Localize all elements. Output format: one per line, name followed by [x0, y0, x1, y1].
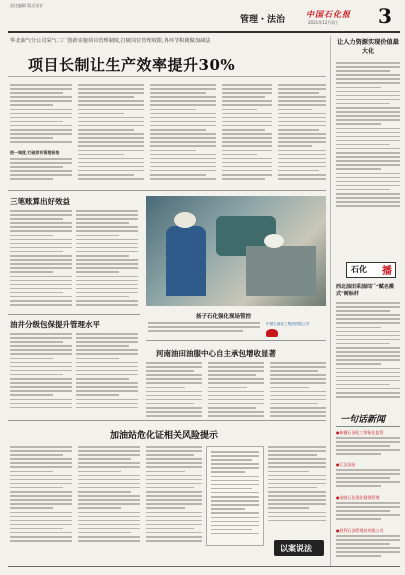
right-column-body: [336, 62, 400, 212]
article-body: [76, 210, 138, 310]
lead-headline: 项目长制让生产效率提升30%: [28, 56, 236, 74]
shihua-bo-logo: [346, 262, 396, 278]
right-column-headline: 让人力资源实现价值最大化: [337, 39, 399, 55]
right-column-body-2: [336, 302, 400, 402]
lead-body-col-2: [78, 84, 144, 184]
article-headline: 加油站危化证相关风险提示: [110, 431, 219, 441]
footer-rule: [8, 566, 400, 567]
lead-bottom-rule: [8, 190, 326, 191]
center-rule: [146, 340, 326, 341]
lead-body-col-3: [150, 84, 216, 184]
article-body: [76, 333, 138, 413]
photo-watermark: 中国石油化工集团有限公司: [266, 322, 310, 326]
right-column-divider: [330, 36, 331, 566]
lead-body-col-1: [10, 84, 72, 146]
photo-workers-at-valve: [146, 196, 326, 306]
article-body: [10, 210, 72, 310]
brief-item: ●胜利石油管理局有限公司: [336, 528, 384, 533]
lead-body-col-4: [222, 84, 272, 184]
brief-item: ●江汉油田: [336, 462, 356, 467]
article-body: [146, 446, 202, 546]
column-box-case: [274, 540, 324, 556]
article-body: [10, 446, 72, 546]
right-column-subhead: 西北油田采油四厂“赋名模式”树标杆: [336, 284, 394, 297]
bottom-rule: [8, 420, 326, 421]
article-body: [270, 362, 326, 422]
photo-caption-body: [148, 322, 260, 336]
lead-kicker: 华北油气分公司采气二厂创新实施项目管理制度,打破岗位管理权限,各环节积极做加减法: [10, 38, 211, 44]
brief-column-rule: [336, 426, 400, 427]
masthead-small-print: 责任编辑 版式设计: [10, 3, 44, 8]
article-headline: 油井分级包保提升管理水平: [10, 320, 100, 329]
lead-body-col-1b: [10, 158, 72, 186]
page-number: 3: [378, 4, 392, 28]
lead-body-col-5: [278, 84, 326, 184]
issue-date: 2021年12月3日: [308, 20, 338, 25]
article-headline: 三笔账算出好效益: [10, 197, 70, 206]
brief-item-body: [336, 437, 400, 459]
lead-subhead: 统一调度,打破原有管理桎梏: [10, 150, 60, 155]
brief-item: ●新疆石油化工智能化监管: [336, 430, 384, 435]
article-body: [268, 446, 326, 524]
brief-item-body: [336, 535, 400, 565]
article-body: [208, 362, 264, 422]
brief-item-body: [336, 469, 400, 491]
shihua-bo-logo-accent: 播: [382, 266, 392, 277]
brief-item-body: [336, 502, 400, 524]
brief-item: ●金陵石化强化精细管理: [336, 495, 380, 500]
callout-box: [206, 446, 264, 546]
article-body: [146, 362, 202, 422]
article-headline: 河南油田油服中心自主承包增收显著: [156, 349, 276, 358]
shihua-bo-logo-text: 石化: [351, 264, 367, 274]
article-body: [10, 333, 72, 413]
article-rule: [8, 314, 140, 315]
photo-caption-title: 扬子石化强化现场管控: [196, 314, 252, 320]
masthead-rule: [8, 31, 400, 33]
brief-column-title: 一句话新闻: [340, 415, 386, 425]
sinopec-logo-icon: [266, 329, 278, 337]
section-title: 管理・法治: [240, 15, 286, 25]
lead-rule: [8, 76, 326, 77]
paper-name-logo: 中国石化报: [306, 9, 351, 19]
article-body: [78, 446, 140, 546]
column-box-label: 以案说法: [280, 543, 312, 553]
